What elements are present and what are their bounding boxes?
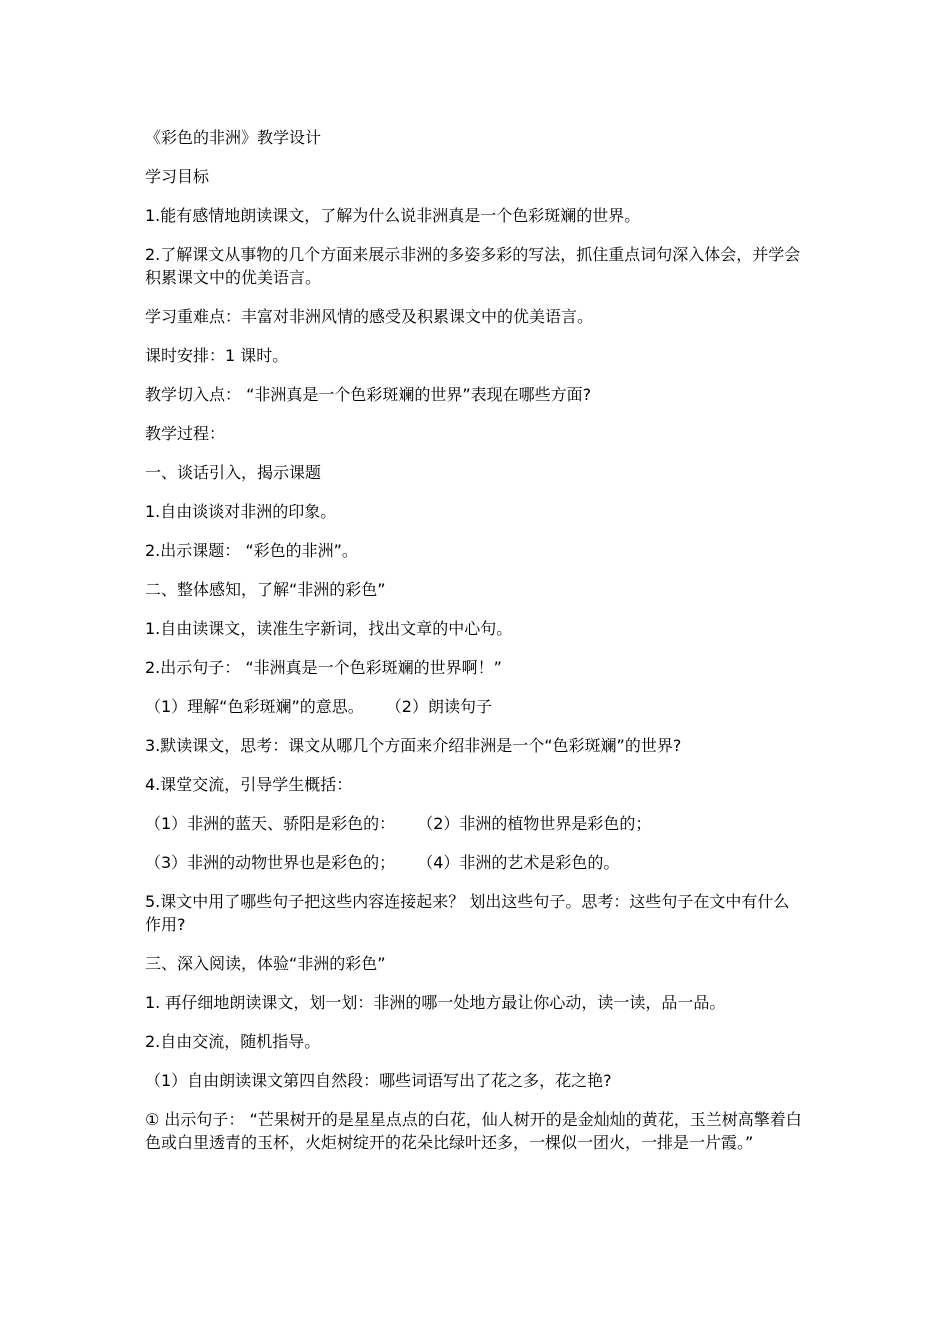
- part-three-step-1: 1. 再仔细地朗读课文，划一划：非洲的哪一处地方最让你心动，读一读，品一品。: [145, 993, 726, 1012]
- teaching-process-heading: 教学过程：: [145, 424, 226, 443]
- summary-art: （4）非洲的艺术是彩色的。: [417, 853, 620, 872]
- part-two-step-1: 1.自由读课文，读准生字新词，找出文章的中心句。: [145, 619, 513, 638]
- substep-understand: （1）理解“色彩斑斓”的意思。: [145, 697, 364, 716]
- part-one-step-1: 1.自由谈谈对非洲的印象。: [145, 502, 337, 521]
- quoted-sentence: ① 出示句子： “芒果树开的是星星点点的白花，仙人树开的是金灿灿的黄花，玉兰树高擎着白色或白里透青的玉杯，火炬树绽开的花朵比绿叶还多，一棵似一团火，一排是一片霞。”: [145, 1110, 802, 1152]
- document-body: [145, 126, 805, 1170]
- summary-animals: （3）非洲的动物世界也是彩色的；: [145, 853, 396, 872]
- part-one-heading: 一、谈话引入，揭示课题: [145, 463, 322, 482]
- part-two-step-4: 4.课堂交流，引导学生概括：: [145, 775, 353, 794]
- objective-2: 2.了解课文从事物的几个方面来展示非洲的多姿多彩的写法，抓住重点词句深入体会，并学会积累课文中的优美语言。: [145, 245, 801, 287]
- part-two-step-3: 3.默读课文，思考：课文从哪几个方面来介绍非洲是一个“色彩斑斓”的世界?: [145, 736, 682, 755]
- summary-plants: （2）非洲的植物世界是彩色的；: [417, 814, 652, 833]
- entry-point: 教学切入点： “非洲真是一个色彩斑斓的世界”表现在哪些方面?: [145, 385, 592, 404]
- section-heading-objectives: 学习目标: [145, 167, 210, 186]
- summary-sky: （1）非洲的蓝天、骄阳是彩色的：: [145, 814, 396, 833]
- objective-1: 1.能有感情地朗读课文，了解为什么说非洲真是一个色彩斑斓的世界。: [145, 206, 641, 225]
- key-difficulties: 学习重难点：丰富对非洲风情的感受及积累课文中的优美语言。: [145, 307, 594, 326]
- part-two-heading: 二、整体感知，了解“非洲的彩色”: [145, 580, 386, 599]
- part-two-step-2: 2.出示句子： “非洲真是一个色彩斑斓的世界啊！”: [145, 658, 502, 677]
- part-three-heading: 三、深入阅读，体验“非洲的彩色”: [145, 954, 386, 973]
- summary-row-1: [145, 812, 805, 835]
- part-three-step-2: 2.自由交流，随机指导。: [145, 1032, 321, 1051]
- substep-read-aloud: （2）朗读句子: [385, 697, 492, 716]
- summary-row-2: [145, 851, 805, 874]
- document-title: 《彩色的非洲》教学设计: [145, 128, 322, 147]
- part-one-step-2: 2.出示课题： “彩色的非洲”。: [145, 541, 358, 560]
- part-two-substeps: [145, 695, 805, 718]
- part-three-substep-1: （1）自由朗读课文第四自然段：哪些词语写出了花之多，花之艳?: [145, 1071, 612, 1090]
- part-two-step-5: 5.课文中用了哪些句子把这些内容连接起来？ 划出这些句子。思考：这些句子在文中有什么作用?: [145, 892, 790, 934]
- class-hours: 课时安排：1 课时。: [145, 346, 289, 365]
